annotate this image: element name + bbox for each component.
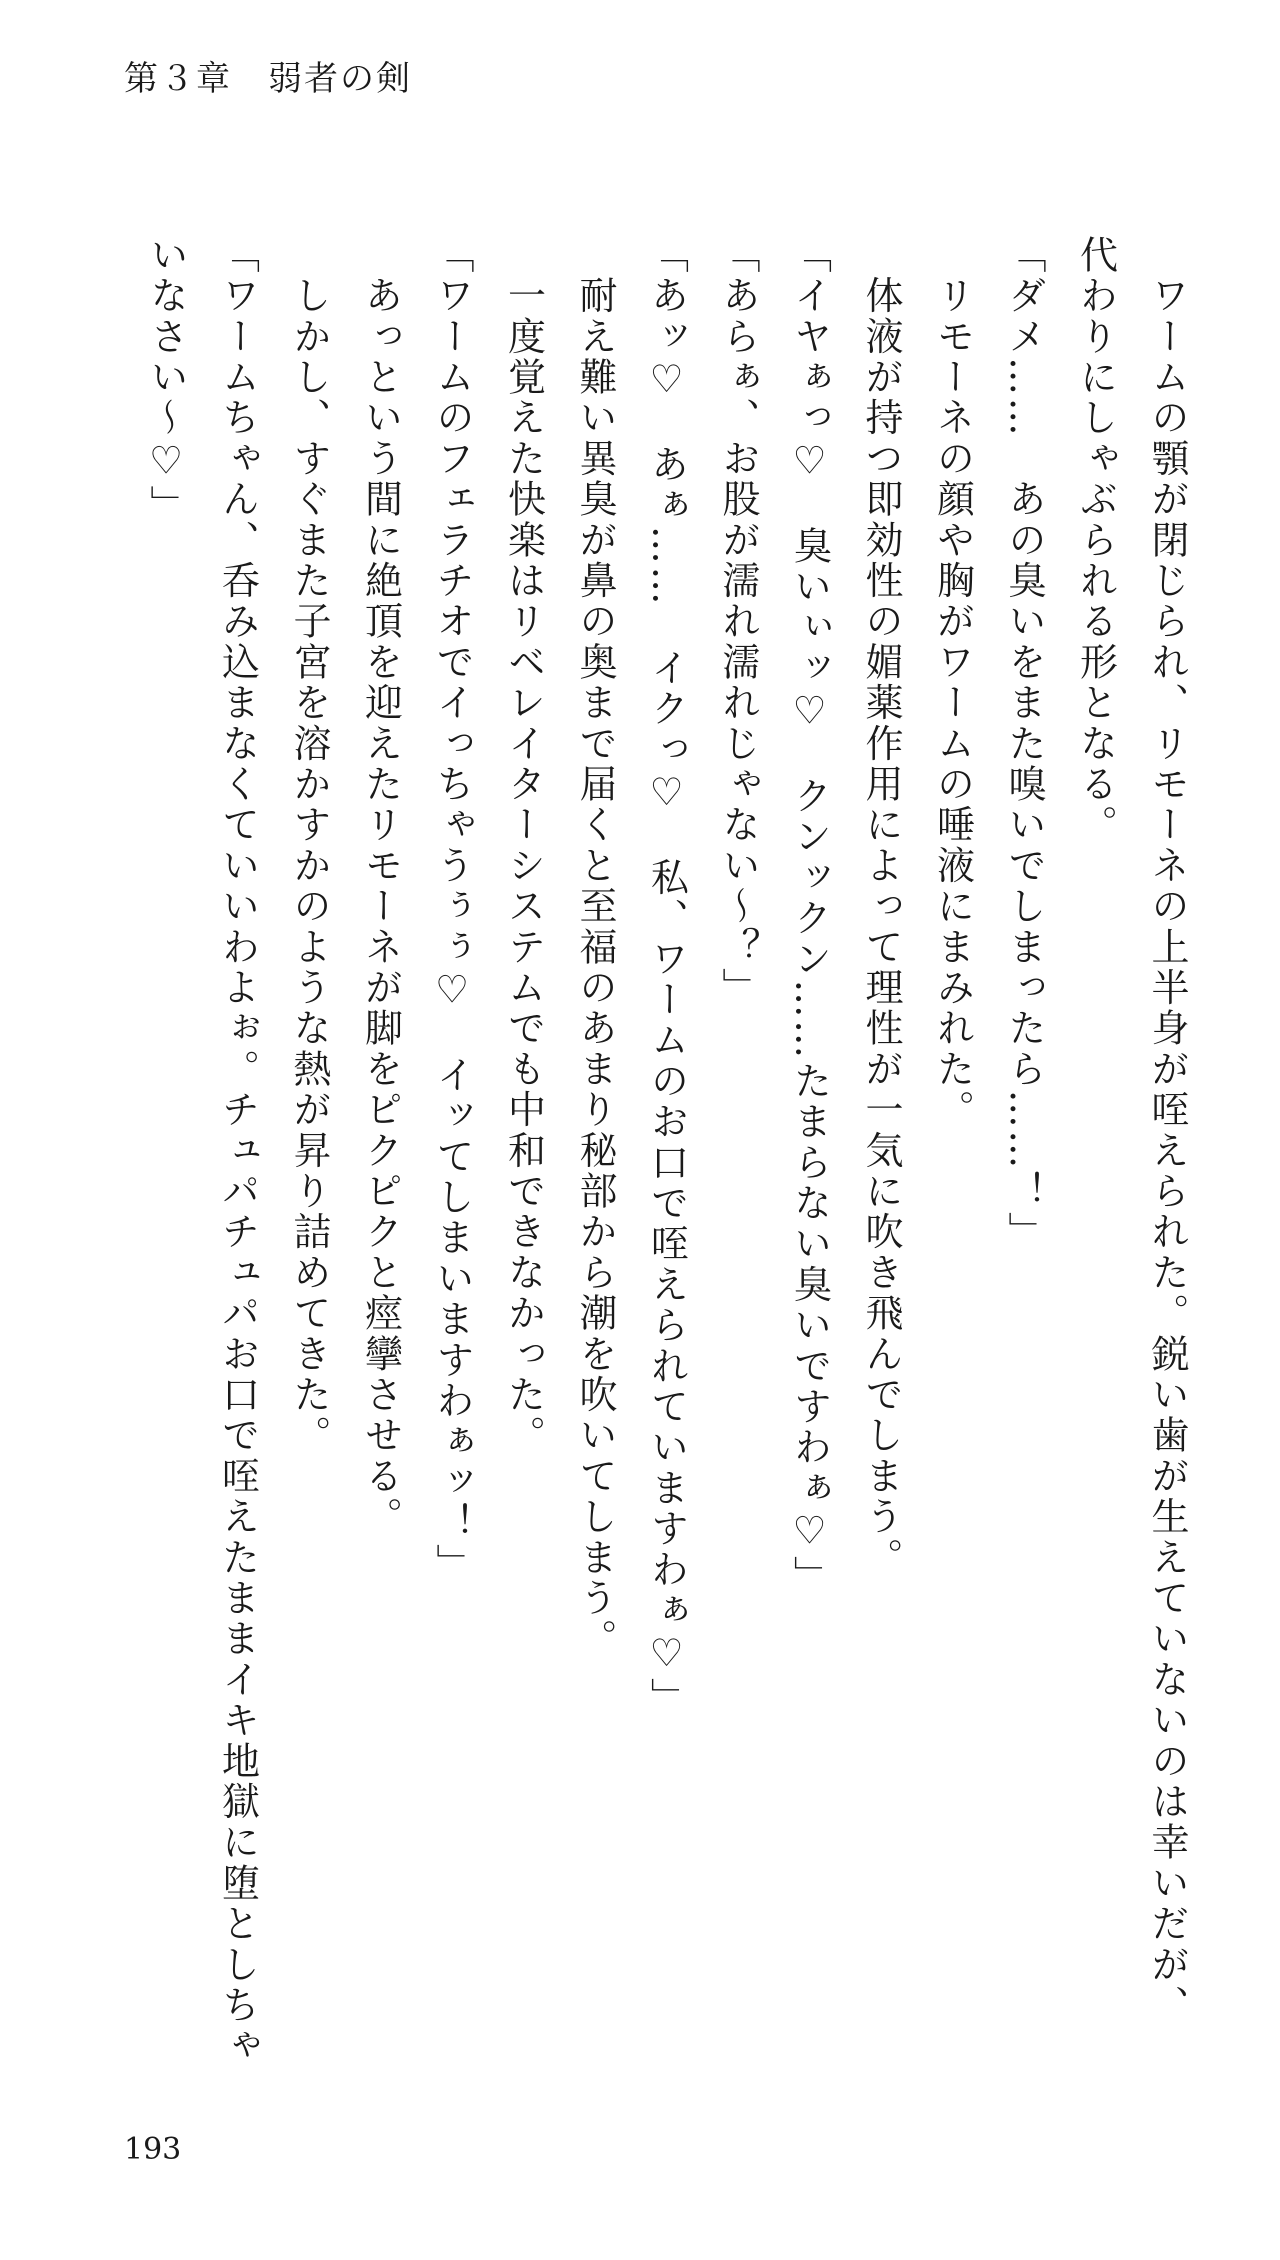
text-line: リモーネの顔や胸がワームの唾液にまみれた。 xyxy=(930,235,975,1131)
text-line: 「ワームちゃん、呑み込まなくていいわよぉ。チュパチュパお口で咥えたままイキ地獄に堕としちゃ xyxy=(215,235,260,2067)
text-line: 「あらぁ、お股が濡れ濡れじゃない〜？」 xyxy=(716,235,760,1009)
body-text xyxy=(130,235,1203,2065)
page-number: 193 xyxy=(124,2132,182,2167)
text-line: いなさい〜♡」 xyxy=(144,235,188,526)
text-line: 「ワームのフェラチオでイっちゃうぅぅ♡ イッてしまいますわぁッ！」 xyxy=(430,235,474,1585)
text-line: 体液が持つ即効性の媚薬作用によって理性が一気に吹き飛んでしまう。 xyxy=(859,235,903,1579)
text-line: ワームの顎が閉じられ、リモーネの上半身が咥えられた。鋭い歯が生えていないのは幸いだが、 xyxy=(1145,235,1189,2026)
text-line: 「ダメ…… あの臭いをまた嗅いでしまったら……！」 xyxy=(1002,235,1046,1253)
text-line: 一度覚えた快楽はリベレイターシステムでも中和できなかった。 xyxy=(501,235,546,1456)
text-line: しかし、すぐまた子宮を溶かすかのような熱が昇り詰めてきた。 xyxy=(287,235,331,1456)
text-line: 代わりにしゃぶられる形となる。 xyxy=(1073,235,1118,846)
text-line: 耐え難い異臭が鼻の奥まで届くと至福のあまり秘部から潮を吹いてしまう。 xyxy=(573,235,617,1660)
text-line: あっという間に絶頂を迎えたリモーネが脚をピクピクと痙攣させる。 xyxy=(358,235,403,1538)
text-line: 「イヤぁっ♡ 臭いぃッ♡ クンックン……たまらない臭いですわぁ♡」 xyxy=(787,235,832,1597)
running-head: 第３章 弱者の剣 xyxy=(124,59,412,99)
text-line: 「あッ♡ あぁ…… イクっ♡ 私、ワームのお口で咥えられていますわぁ♡」 xyxy=(644,235,689,1719)
